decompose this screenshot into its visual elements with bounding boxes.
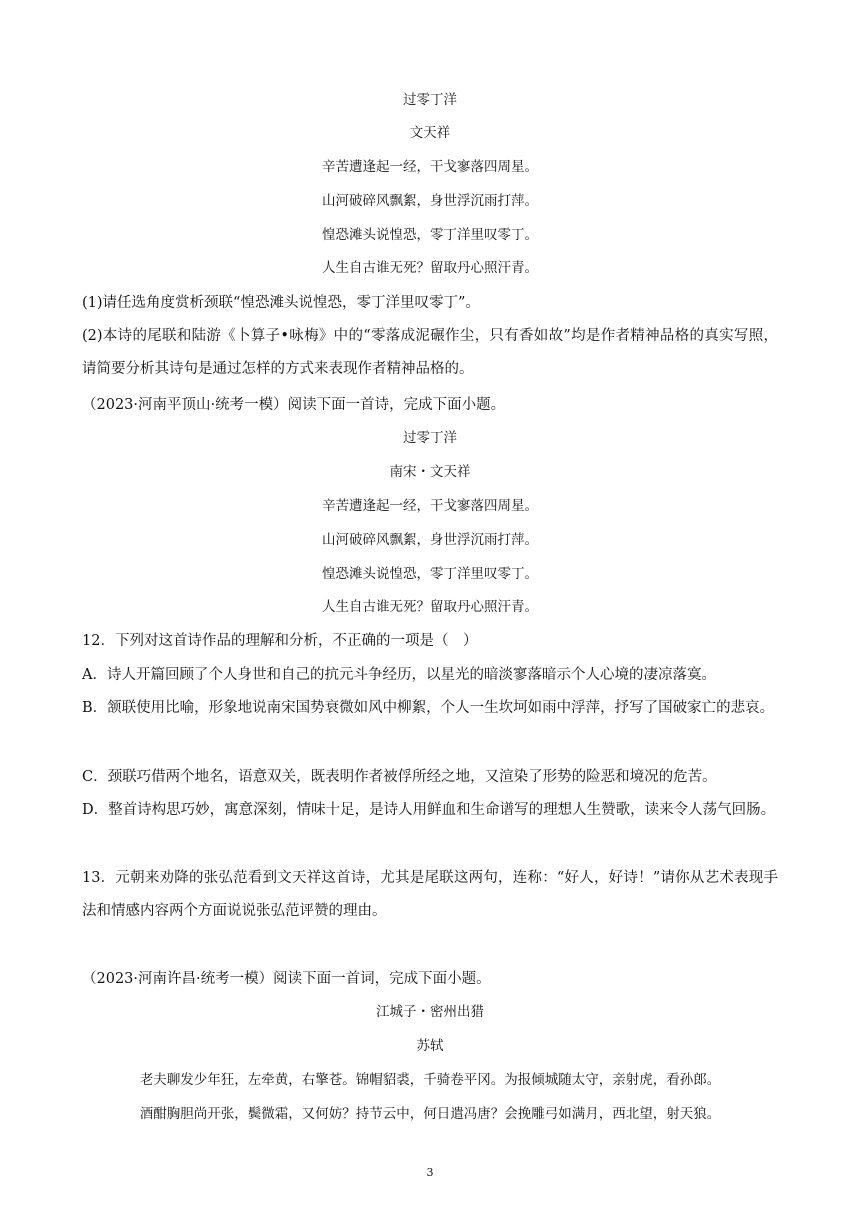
question-12: 12．下列对这首诗作品的理解和分析，不正确的一项是（ ） [82, 633, 478, 649]
poem2-author: 南宋・文天祥 [389, 464, 471, 480]
poem3-title: 江城子・密州出猎 [376, 1004, 484, 1020]
poem3-line: 老夫聊发少年狂，左牵黄，右擎苍。锦帽貂裘，千骑卷平冈。为报倾城随太守，亲射虎，看孙郎。 [139, 1072, 721, 1088]
intro-xuchang: （2023·河南许昌·统考一模）阅读下面一首词，完成下面小题。 [82, 971, 491, 987]
poem2-line: 辛苦遭逢起一经，干戈寥落四周星。 [322, 498, 538, 514]
poem2-line: 山河破碎风飘絮，身世浮沉雨打萍。 [322, 532, 538, 548]
option-a: A．诗人开篇回顾了个人身世和自己的抗元斗争经历，以星光的暗淡寥落暗示个人心境的凄凉落寞。 [82, 667, 716, 683]
poem1-line: 山河破碎风飘絮，身世浮沉雨打萍。 [322, 193, 538, 209]
option-d: D．整首诗构思巧妙，寓意深刻，情味十足，是诗人用鲜血和生命谱写的理想人生赞歌，读来令人荡气回肠。 [82, 802, 776, 818]
poem2-title: 过零丁洋 [403, 430, 457, 446]
option-b: B．颔联使用比喻，形象地说南宋国势衰微如风中柳絮，个人一生坎坷如雨中浮萍，抒写了国破家亡的悲哀。 [82, 700, 775, 716]
poem1-author: 文天祥 [409, 125, 451, 141]
option-c: C．颈联巧借两个地名，语意双关，既表明作者被俘所经之地，又渲染了形势的险恶和境况的危苦。 [82, 769, 717, 785]
poem1-line: 辛苦遭逢起一经，干戈寥落四周星。 [322, 159, 538, 175]
question-2: (2)本诗的尾联和陆游《卜算子•咏梅》中的“零落成泥碾作尘，只有香如故”均是作者精神品格的真实写照，请简要分析其诗句是通过怎样的方式来表现作者精神品格的。 [82, 328, 778, 377]
poem1-line: 惶恐滩头说惶恐，零丁洋里叹零丁。 [322, 227, 538, 243]
question-13: 13．元朝来劝降的张弘范看到文天祥这首诗，尤其是尾联这两句，连称：“好人，好诗！”请你从艺术表现手法和情感内容两个方面说说张弘范评赞的理由。 [82, 870, 778, 919]
poem3-author: 苏轼 [416, 1038, 444, 1054]
poem2-line: 人生自古谁无死？留取丹心照汗青。 [322, 599, 538, 615]
poem1-line: 人生自古谁无死？留取丹心照汗青。 [322, 260, 538, 276]
page-number: 3 [426, 1166, 434, 1179]
poem3-line: 酒酣胸胆尚开张，鬓微霜，又何妨？持节云中，何日遣冯唐？会挽雕弓如满月，西北望，射天狼。 [139, 1106, 721, 1122]
poem1-title: 过零丁洋 [403, 92, 457, 108]
question-1: (1)请任选角度赏析颈联“惶恐滩头说惶恐，零丁洋里叹零丁”。 [82, 295, 480, 311]
intro-pingdingshan: （2023·河南平顶山·统考一模）阅读下面一首诗，完成下面小题。 [82, 397, 506, 413]
poem2-line: 惶恐滩头说惶恐，零丁洋里叹零丁。 [322, 566, 538, 582]
